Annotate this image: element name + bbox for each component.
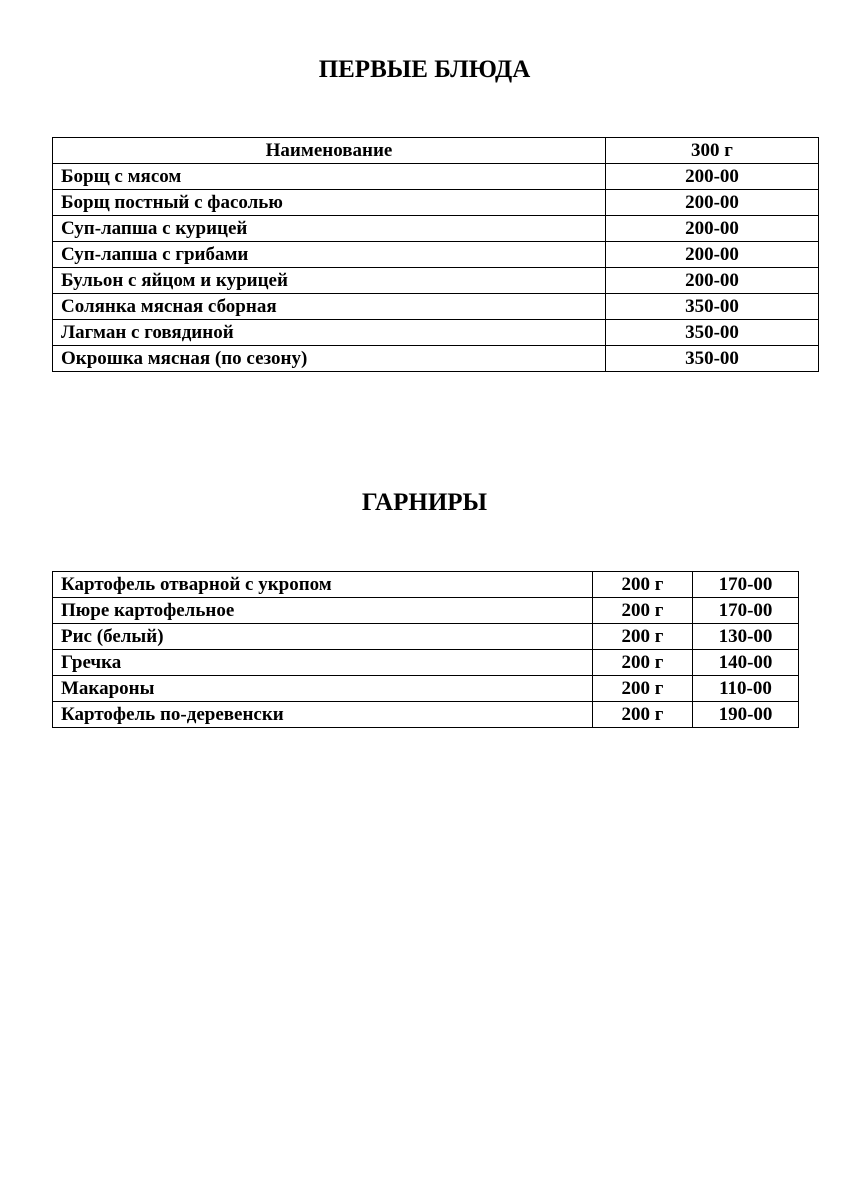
dish-price: 170-00 — [693, 572, 799, 598]
dish-weight: 200 г — [593, 598, 693, 624]
dish-weight: 200 г — [593, 572, 693, 598]
dish-weight: 200 г — [593, 650, 693, 676]
dish-price: 350-00 — [606, 346, 819, 372]
dish-name: Суп-лапша с курицей — [53, 216, 606, 242]
dish-name: Рис (белый) — [53, 624, 593, 650]
soups-table — [52, 137, 819, 372]
dish-name: Пюре картофельное — [53, 598, 593, 624]
sides-table — [52, 571, 799, 728]
dish-name: Лагман с говядиной — [53, 320, 606, 346]
dish-weight: 200 г — [593, 676, 693, 702]
dish-price: 200-00 — [606, 268, 819, 294]
table-row — [53, 346, 819, 372]
table-row — [53, 650, 799, 676]
dish-price: 110-00 — [693, 676, 799, 702]
dish-name: Картофель по-деревенски — [53, 702, 593, 728]
dish-name: Борщ с мясом — [53, 164, 606, 190]
dish-name: Суп-лапша с грибами — [53, 242, 606, 268]
table-row — [53, 624, 799, 650]
table-row — [53, 268, 819, 294]
dish-name: Солянка мясная сборная — [53, 294, 606, 320]
table-row — [53, 320, 819, 346]
table-row — [53, 164, 819, 190]
dish-name: Макароны — [53, 676, 593, 702]
dish-price: 190-00 — [693, 702, 799, 728]
dish-price: 200-00 — [606, 216, 819, 242]
table-row — [53, 598, 799, 624]
dish-name: Окрошка мясная (по сезону) — [53, 346, 606, 372]
dish-name: Бульон с яйцом и курицей — [53, 268, 606, 294]
dish-weight: 200 г — [593, 624, 693, 650]
soups-section-title: ПЕРВЫЕ БЛЮДА — [318, 56, 531, 83]
dish-name: Борщ постный с фасолью — [53, 190, 606, 216]
dish-price: 350-00 — [606, 320, 819, 346]
sides-section-title: ГАРНИРЫ — [361, 489, 488, 516]
dish-weight: 200 г — [593, 702, 693, 728]
table-row — [53, 216, 819, 242]
dish-name: Картофель отварной с укропом — [53, 572, 593, 598]
dish-price: 200-00 — [606, 164, 819, 190]
dish-price: 200-00 — [606, 190, 819, 216]
table-row — [53, 702, 799, 728]
column-header-name: Наименование — [53, 138, 606, 164]
table-row — [53, 572, 799, 598]
dish-price: 350-00 — [606, 294, 819, 320]
dish-price: 140-00 — [693, 650, 799, 676]
table-row — [53, 676, 799, 702]
table-row — [53, 294, 819, 320]
dish-price: 170-00 — [693, 598, 799, 624]
dish-price: 130-00 — [693, 624, 799, 650]
table-row — [53, 242, 819, 268]
dish-name: Гречка — [53, 650, 593, 676]
dish-price: 200-00 — [606, 242, 819, 268]
table-header-row — [53, 138, 819, 164]
table-row — [53, 190, 819, 216]
column-header-weight: 300 г — [606, 138, 819, 164]
